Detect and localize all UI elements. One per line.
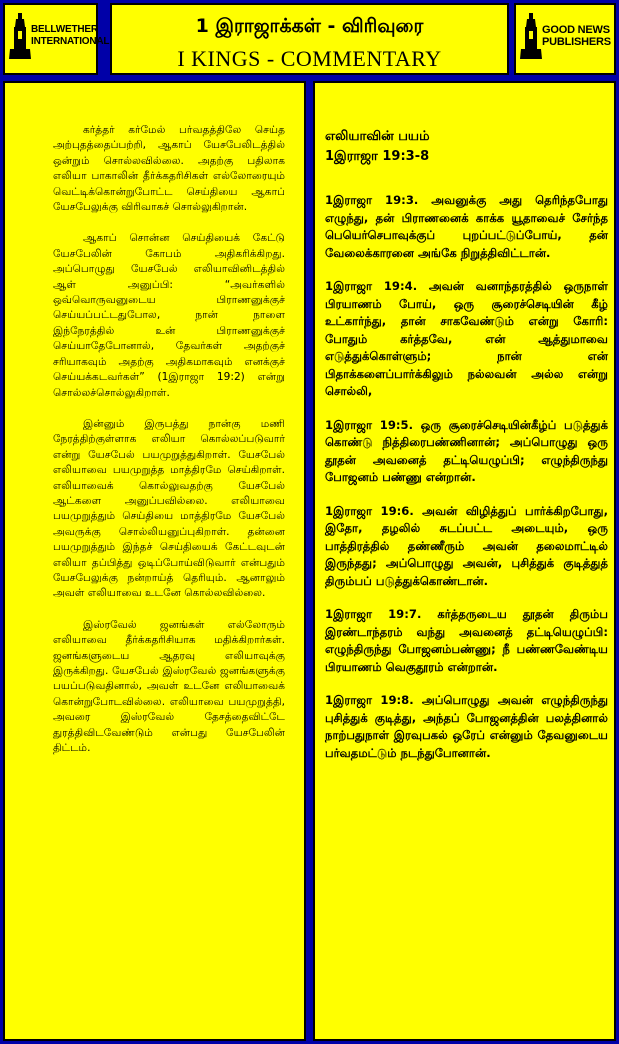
section-heading bbox=[325, 127, 608, 167]
good-news-logo-box bbox=[514, 3, 616, 75]
section-heading-title: எலியாவின் பயம் bbox=[325, 129, 430, 144]
scripture-text bbox=[325, 127, 608, 778]
verse-paragraph: 1இராஜா 19:4. அவன் வனாந்தரத்தில் ஒருநாள் பிரயாணம் போய், ஒரு சூரைச்செடியின் கீழ் உட்கார்ந்து, தான் சாகவேண்டும் என்று கோரி: போதும் கர்த்தவே, என் ஆத்துமாவை எடுத்துக்கொள்ளும்; நான் என் பிதாக்களைப்பார்க்கிலும் நல்லவன் அல்ல என்று சொல்லி, bbox=[325, 279, 608, 398]
verse-paragraph: 1இராஜா 19:6. அவன் விழித்துப் பார்க்கிறபோது, இதோ, தழலில் சுடப்பட்ட அடையும், ஒரு பாத்திரத்தில் தண்ணீரும் அவன் தலைமாட்டில் இருந்தது; அப்பொழுது அவன், புசித்துக் குடித்துத் திரும்பப் படுத்துக்கொண்டான். bbox=[325, 503, 608, 588]
commentary-text bbox=[53, 123, 285, 772]
scripture-column-right bbox=[313, 81, 616, 1041]
bell-tower-icon bbox=[520, 13, 542, 59]
page-title-tamil: 1 இராஜாக்கள் - விரிவுரை bbox=[195, 15, 424, 37]
title-box bbox=[110, 3, 509, 75]
commentary-column-left bbox=[3, 81, 306, 1041]
commentary-paragraph: கர்த்தர் கர்மேல் பர்வதத்திலே செய்த அற்புதத்தைப்பற்றி, ஆகாப் யேசபேலிடத்தில் ஒன்றும் சொல்லவில்லை. அதற்கு பதிலாக எலியா பாகாலின் தீர்க்கதரிசிகள் எல்லோரையும் வெட்டிக்கொன்றுபோட்ட செய்தியை ஆகாப் யேசபேலுக்கு விரிவாகச் சொல்லுகிறான். bbox=[53, 124, 285, 214]
good-news-logo-line1: GOOD NEWS bbox=[542, 24, 610, 36]
good-news-logo-line2: PUBLISHERS bbox=[542, 36, 611, 48]
bellwether-logo-line2: INTERNATIONAL bbox=[31, 36, 110, 47]
commentary-paragraph: இஸ்ரவேல் ஜனங்கள் எல்லோரும் எலியாவை தீர்க்கதரிசியாக மதிக்கிறார்கள். ஜனங்களுடைய ஆதரவு எலியாவுக்கு இருக்கிறது. யேசபேல் இஸ்ரவேல் ஜனங்களுக்கு பயப்படுவதினால், அவள் உடனே எலியாவைக் கொன்றுபோடவில்லை. எலியாவை பயமுறுத்தி, அவரை இஸ்ரவேல் தேசத்தைவிட்டே துரத்திவிடவேண்டும் என்பது யேசபேலின் திட்டம். bbox=[53, 618, 285, 755]
commentary-paragraph: ஆகாப் சொன்ன செய்தியைக் கேட்டு யேசபேலின் கோபம் அதிகரிக்கிறது. அப்பொழுது யேசபேல் எலியாவினிடத்தில் ஆள் அனுப்பி: “அவர்களில் ஒவ்வொருவனுடைய பிராணனுக்குச் செய்யப்பட்டதுபோல, நான் நாளை இந்நேரத்தில் உன் பிராணனுக்குச் செய்யாதேபோனால், தேவர்கள் அதற்குச் சரியாகவும் அதற்கு அதிகமாகவும் எனக்குச் செய்யக்கடவர்கள்” (1இராஜா 19:2) என்று சொல்லச்சொல்லுகிறாள். bbox=[53, 232, 285, 399]
bellwether-logo-line1: BELLWETHER bbox=[31, 24, 98, 35]
good-news-logo bbox=[520, 13, 611, 59]
commentary-paragraph: இன்னும் இருபத்து நான்கு மணி நேரத்திற்குள்ளாக எலியா கொல்லப்படுவார் என்று யேசபேல் பயமுறுத்துகிறாள். யேசபேல் எலியாவை பயமுறுத்த மாத்திரமே செய்கிறாள். எலியாவைக் கொல்லுவதற்கு யேசபேல் ஆட்களை அனுப்பவில்லை. எலியாவை பயமுறுத்தும் செய்தியை மாத்திரமே யேசபேல் அவருக்கு சொல்லியனுப்புகிறாள். தன்னை பயமுறுத்தும் இந்தச் செய்தியைக் கேட்டவுடன் எலியா தப்பித்து ஒடிப்போய்விடுவார் என்பதும் யேசபேலுக்கு நன்றாய்த் தெரியும். ஆனாலும் அவள் எலியாவை உடனே கொல்லவில்லை. bbox=[53, 417, 285, 600]
page-title-english: I KINGS - COMMENTARY bbox=[177, 46, 442, 71]
bell-tower-icon bbox=[9, 13, 31, 59]
bellwether-logo-box bbox=[3, 3, 110, 75]
verse-paragraph: 1இராஜா 19:7. கர்த்தருடைய தூதன் திரும்ப இரண்டாந்தரம் வந்து அவனைத் தட்டியெழுப்பி: எழுந்திருந்து போஜனம்பண்ணு; நீ பண்ணவேண்டிய பிரயாணம் வெகுதூரம் என்றான். bbox=[325, 607, 608, 674]
verse-paragraph: 1இராஜா 19:8. அப்பொழுது அவன் எழுந்திருந்து புசித்துக் குடித்து, அந்தப் போஜனத்தின் பலத்தினால் நாற்பதுநாள் இரவுபகல் ஒரேப் என்னும் தேவனுடைய பர்வதமட்டும் நடந்துபோனான். bbox=[325, 693, 608, 760]
verse-paragraph: 1இராஜா 19:5. ஒரு சூரைச்செடியின்கீழ்ப் படுத்துக் கொண்டு நித்திரைபண்ணினான்; அப்பொழுது ஒரு தூதன் அவனைத் தட்டியெழுப்பி; எழுந்திருந்து போஜனம் பண்ணு என்றான். bbox=[325, 417, 608, 484]
section-heading-reference: 1இராஜா 19:3-8 bbox=[325, 149, 430, 164]
bellwether-logo bbox=[9, 13, 109, 59]
verse-paragraph: 1இராஜா 19:3. அவனுக்கு அது தெரிந்தபோது எழுந்து, தன் பிராணனைக் காக்க யூதாவைச் சேர்ந்த பெயெர்செபாவுக்குப் புறப்பட்டுப்போய், தன் வேலைக்காரனை அங்கே நிறுத்திவிட்டான். bbox=[325, 193, 608, 260]
